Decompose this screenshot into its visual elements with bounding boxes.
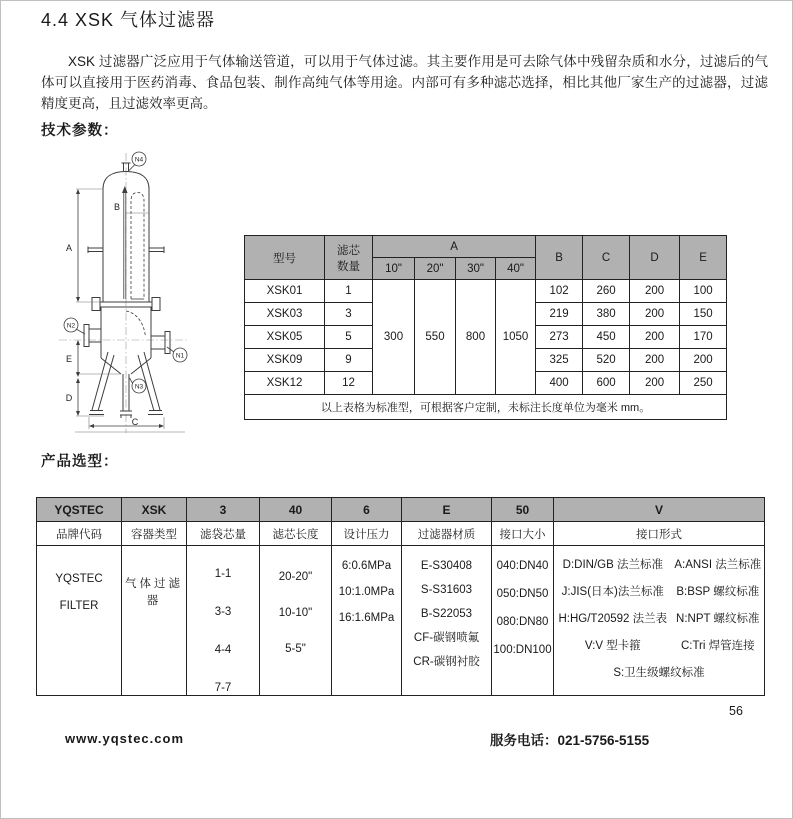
cell-model: XSK01 — [245, 280, 325, 303]
cell-qty: 1 — [325, 280, 373, 303]
cell-c: 450 — [583, 326, 630, 349]
options-brand — [37, 546, 122, 696]
label-brand: 品牌代码 — [37, 522, 122, 546]
port-form-option: H:HG/T20592 法兰表 — [558, 613, 668, 625]
col-header-a-10: 10" — [373, 258, 415, 280]
port-form-option: S:卫生级螺纹标准 — [613, 667, 705, 679]
code-port-form: V — [554, 498, 765, 522]
port-form-pair — [554, 612, 764, 627]
port-size-option: 050:DN50 — [496, 588, 549, 600]
code-qty: 3 — [187, 498, 260, 522]
col-header-c: C — [583, 236, 630, 280]
cell-a-30: 800 — [456, 280, 496, 395]
port-size-option: 100:DN100 — [493, 644, 552, 656]
product-selection-heading: 产品选型： — [41, 454, 119, 470]
code-pressure: 6 — [332, 498, 402, 522]
material-option: E-S30408 — [420, 560, 473, 572]
cell-qty: 9 — [325, 349, 373, 372]
code-series: XSK — [122, 498, 187, 522]
col-header-model: 型号 — [245, 236, 325, 280]
port-form-option: A:ANSI 法兰标准 — [674, 559, 762, 571]
cell-d: 200 — [630, 349, 680, 372]
qty-option: 1-1 — [214, 568, 232, 580]
col-header-e: E — [680, 236, 727, 280]
label-series: 容器类型 — [122, 522, 187, 546]
length-option: 5-5" — [285, 643, 306, 655]
cell-b: 273 — [536, 326, 583, 349]
cell-d: 200 — [630, 326, 680, 349]
label-material: 过滤器材质 — [402, 522, 492, 546]
options-port-form — [554, 546, 765, 696]
filter-vessel-diagram — [31, 145, 231, 437]
options-container-type — [122, 546, 187, 696]
port-form-pair — [554, 639, 764, 654]
port-form-option: B:BSP 螺纹标准 — [676, 586, 760, 598]
qty-option: 3-3 — [214, 606, 232, 618]
col-header-cartridge-qty — [325, 236, 373, 280]
vessel-outline — [84, 163, 170, 418]
port-size-option: 080:DN80 — [496, 616, 549, 628]
port-size-option: 040:DN40 — [496, 560, 549, 572]
cell-model: XSK03 — [245, 303, 325, 326]
col-header-cartridge-qty-line1: 滤芯 — [337, 244, 360, 257]
label-length: 滤芯长度 — [260, 522, 332, 546]
col-header-a: A — [373, 236, 536, 258]
nozzle-n2-label: N2 — [66, 322, 76, 330]
label-qty: 滤袋芯量 — [187, 522, 260, 546]
dim-label-b: B — [113, 202, 121, 212]
pressure-option: 10:1.0MPa — [338, 586, 395, 598]
tech-params-table — [244, 235, 727, 420]
port-form-pair — [554, 558, 764, 573]
code-length: 40 — [260, 498, 332, 522]
col-header-a-40: 40" — [496, 258, 536, 280]
cell-c: 520 — [583, 349, 630, 372]
cell-a-40: 1050 — [496, 280, 536, 395]
cell-d: 200 — [630, 303, 680, 326]
container-type: 气体过滤器 — [125, 578, 183, 607]
material-option: CF-碳钢喷氟 — [413, 632, 480, 644]
cell-a-20: 550 — [415, 280, 456, 395]
footer-service-phone: 服务电话：021-5756-5155 — [490, 733, 650, 748]
options-cartridge-qty — [187, 546, 260, 696]
cell-d: 200 — [630, 280, 680, 303]
cell-qty: 12 — [325, 372, 373, 395]
dim-label-a: A — [65, 243, 73, 253]
col-header-cartridge-qty-line2: 数量 — [337, 260, 360, 273]
port-form-option: J:JIS(日本)法兰标准 — [561, 586, 664, 598]
cell-e: 150 — [680, 303, 727, 326]
port-form-option: N:NPT 螺纹标准 — [676, 613, 760, 625]
cell-d: 200 — [630, 372, 680, 395]
dim-label-d: D — [65, 393, 73, 403]
options-cartridge-length — [260, 546, 332, 696]
label-port-size: 接口大小 — [492, 522, 554, 546]
footer-website: www.yqstec.com — [65, 731, 184, 746]
label-pressure: 设计压力 — [332, 522, 402, 546]
length-option: 20-20" — [278, 571, 313, 583]
code-brand: YQSTEC — [37, 498, 122, 522]
material-option: S-S31603 — [420, 584, 473, 596]
nozzle-n3-label: N3 — [134, 383, 144, 391]
col-header-d: D — [630, 236, 680, 280]
brand-line: FILTER — [59, 600, 99, 612]
cell-e: 170 — [680, 326, 727, 349]
cell-e: 250 — [680, 372, 727, 395]
code-port-size: 50 — [492, 498, 554, 522]
port-form-option: C:Tri 焊管连接 — [680, 640, 755, 652]
length-option: 10-10" — [278, 607, 313, 619]
code-row — [37, 498, 765, 522]
cell-c: 380 — [583, 303, 630, 326]
dim-label-e: E — [65, 354, 73, 364]
brand-line: YQSTEC — [55, 573, 103, 585]
table-row — [245, 280, 727, 303]
table-note: 以上表格为标准型，可根据客户定制，未标注长度单位为毫米 mm。 — [245, 395, 727, 420]
intro-paragraph: XSK 过滤器广泛应用于气体输送管道，可以用于气体过滤。其主要作用是可去除气体中残留杂质和水分，过滤后的气体可以直接用于医药消毒、食品包装、制作高纯气体等用途。内部可有多种滤芯选择，相比其他厂家生产的过滤器，过滤精度更高，且过滤效率更高。 — [41, 53, 768, 111]
cell-model: XSK05 — [245, 326, 325, 349]
port-form-option: V:V 型卡箍 — [584, 640, 641, 652]
cell-b: 325 — [536, 349, 583, 372]
cell-c: 260 — [583, 280, 630, 303]
col-header-b: B — [536, 236, 583, 280]
cell-b: 400 — [536, 372, 583, 395]
col-header-a-30: 30" — [456, 258, 496, 280]
dim-label-c: C — [131, 417, 139, 427]
port-form-pair — [554, 585, 764, 600]
col-header-a-20: 20" — [415, 258, 456, 280]
label-port-form: 接口形式 — [554, 522, 765, 546]
pressure-option: 16:1.6MPa — [338, 612, 395, 624]
cell-model: XSK09 — [245, 349, 325, 372]
cell-model: XSK12 — [245, 372, 325, 395]
cell-e: 100 — [680, 280, 727, 303]
page-title: 4.4 XSK 气体过滤器 — [41, 10, 216, 30]
cell-a-10: 300 — [373, 280, 415, 395]
nozzle-n4-label: N4 — [134, 156, 144, 164]
cell-e: 200 — [680, 349, 727, 372]
cell-qty: 3 — [325, 303, 373, 326]
material-option: B-S22053 — [420, 608, 473, 620]
nozzle-n1-label: N1 — [175, 352, 185, 360]
cell-qty: 5 — [325, 326, 373, 349]
product-selection-table — [36, 497, 765, 696]
options-design-pressure — [332, 546, 402, 696]
port-form-option: D:DIN/GB 法兰标准 — [562, 559, 663, 571]
material-option: CR-碳钢衬胶 — [413, 656, 480, 668]
qty-option: 4-4 — [214, 644, 232, 656]
page-number: 56 — [729, 704, 743, 718]
table-note-row — [245, 395, 727, 420]
pressure-option: 6:0.6MPa — [341, 560, 392, 572]
label-row — [37, 522, 765, 546]
dimension-labels — [66, 202, 139, 427]
cell-c: 600 — [583, 372, 630, 395]
tech-params-heading: 技术参数： — [41, 123, 119, 139]
options-material — [402, 546, 492, 696]
options-row — [37, 546, 765, 696]
cell-b: 219 — [536, 303, 583, 326]
options-port-size — [492, 546, 554, 696]
code-material: E — [402, 498, 492, 522]
cell-b: 102 — [536, 280, 583, 303]
qty-option: 7-7 — [214, 682, 232, 694]
